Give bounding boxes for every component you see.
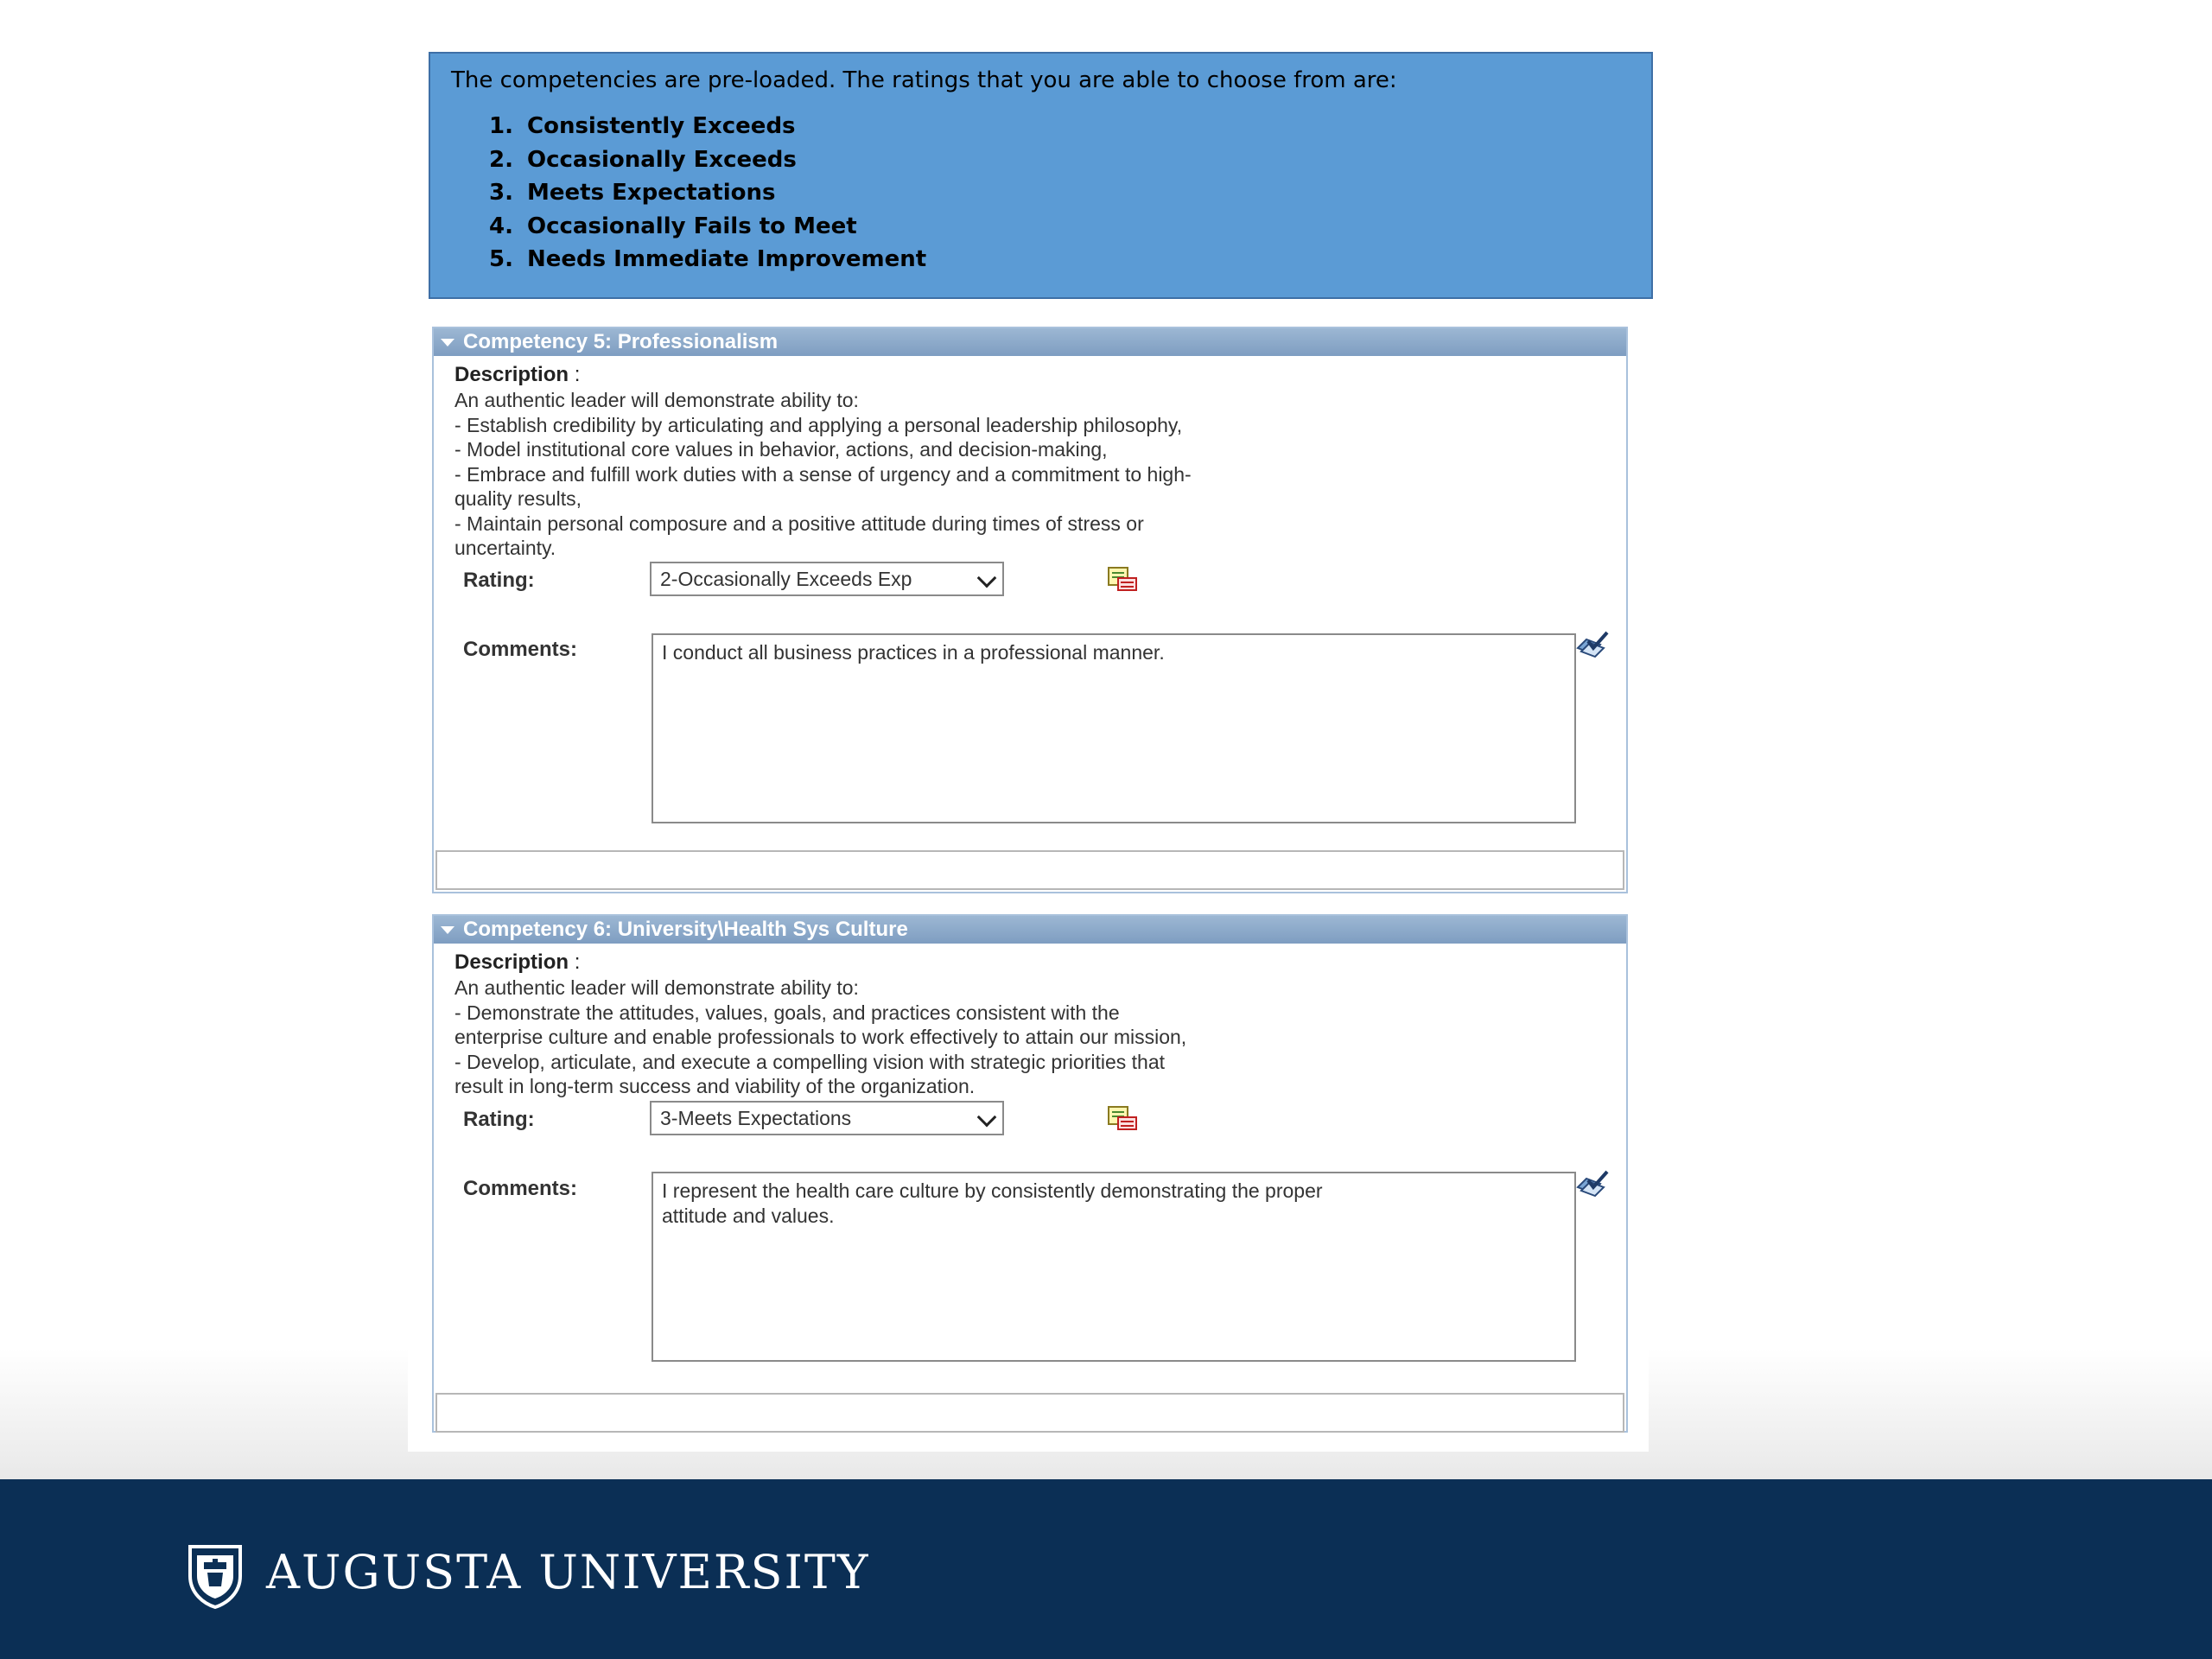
rating-number: 1. [489,113,513,139]
description-colon: : [569,950,581,974]
description-line: enterprise culture and enable professionals to work effectively to attain our mission, [454,1026,1187,1048]
shield-icon [187,1543,244,1609]
description-label [454,950,580,975]
rating-number: 5. [489,246,513,272]
rating-history-icon[interactable] [1106,1105,1139,1131]
description-line: An authentic leader will demonstrate ability to: [454,389,859,411]
description-line: quality results, [454,487,582,510]
rating-label: Meets Expectations [527,180,776,206]
comments-line: I represent the health care culture by consistently demonstrating the proper [662,1179,1323,1202]
description-line: - Demonstrate the attitudes, values, goals, and practices consistent with the [454,1001,1120,1024]
callout-intro: The competencies are pre-loaded. The ratings that you are able to choose from are: [451,67,1397,93]
comments-field-label: Comments: [463,638,578,661]
comments-textarea[interactable] [652,633,1576,823]
description-line: result in long-term success and viability of the organization. [454,1075,976,1097]
rating-list [489,110,926,276]
rating-field-label: Rating: [463,569,535,592]
description-line: - Maintain personal composure and a positive attitude during times of stress or [454,512,1144,535]
rating-dropdown[interactable] [650,562,1004,596]
description-label-text: Description [454,950,569,974]
competency-card-culture [432,914,1628,1433]
rating-history-icon[interactable] [1106,566,1139,592]
comments-line: I conduct all business practices in a professional manner. [662,641,1165,664]
description-text [454,976,1422,1099]
description-line: uncertainty. [454,537,556,559]
rating-field-label: Rating: [463,1108,535,1131]
rating-label: Occasionally Fails to Meet [527,213,857,239]
collapse-triangle-icon[interactable] [441,926,454,934]
competency-title: Competency 5: Professionalism [463,330,779,353]
comments-field-label: Comments: [463,1177,578,1200]
card-footer-box [435,850,1624,890]
chevron-down-icon [977,569,997,588]
rating-dropdown-value: 2-Occasionally Exceeds Exp [660,568,912,590]
description-line: An authentic leader will demonstrate ability to: [454,976,859,999]
description-line: - Establish credibility by articulating and applying a personal leadership philosophy, [454,413,1183,436]
card-footer-box [435,1393,1624,1433]
rating-label: Consistently Exceeds [527,113,796,139]
competency-header[interactable] [434,916,1626,944]
rating-number: 4. [489,213,513,239]
footer-bar [0,1479,2212,1659]
description-line: - Model institutional core values in behavior, actions, and decision-making, [454,438,1108,461]
rating-list-item [489,176,926,210]
chevron-down-icon [977,1108,997,1128]
competency-header[interactable] [434,328,1626,356]
competency-card-professionalism [432,327,1628,893]
comments-line: attitude and values. [662,1204,835,1227]
rating-number: 3. [489,180,513,206]
rating-label: Needs Immediate Improvement [527,246,927,272]
brand-wordmark: AUGUSTA UNIVERSITY [266,1545,870,1599]
comments-textarea[interactable] [652,1172,1576,1362]
description-label [454,363,580,387]
competency-title: Competency 6: University\Health Sys Culture [463,918,908,941]
rating-number: 2. [489,146,513,173]
rating-list-item [489,143,926,177]
description-colon: : [569,363,581,386]
ratings-callout [429,52,1653,299]
rating-dropdown[interactable] [650,1101,1004,1135]
rating-dropdown-value: 3-Meets Expectations [660,1107,852,1129]
rating-label: Occasionally Exceeds [527,146,797,173]
rating-list-item [489,243,926,276]
description-line: - Develop, articulate, and execute a compelling vision with strategic priorities that [454,1050,1166,1073]
description-text [454,388,1422,561]
description-label-text: Description [454,363,569,386]
spell-check-icon[interactable] [1574,1168,1611,1199]
description-line: - Embrace and fulfill work duties with a sense of urgency and a commitment to high- [454,462,1192,486]
rating-list-item [489,210,926,244]
rating-list-item [489,110,926,143]
collapse-triangle-icon[interactable] [441,339,454,346]
spell-check-icon[interactable] [1574,629,1611,660]
